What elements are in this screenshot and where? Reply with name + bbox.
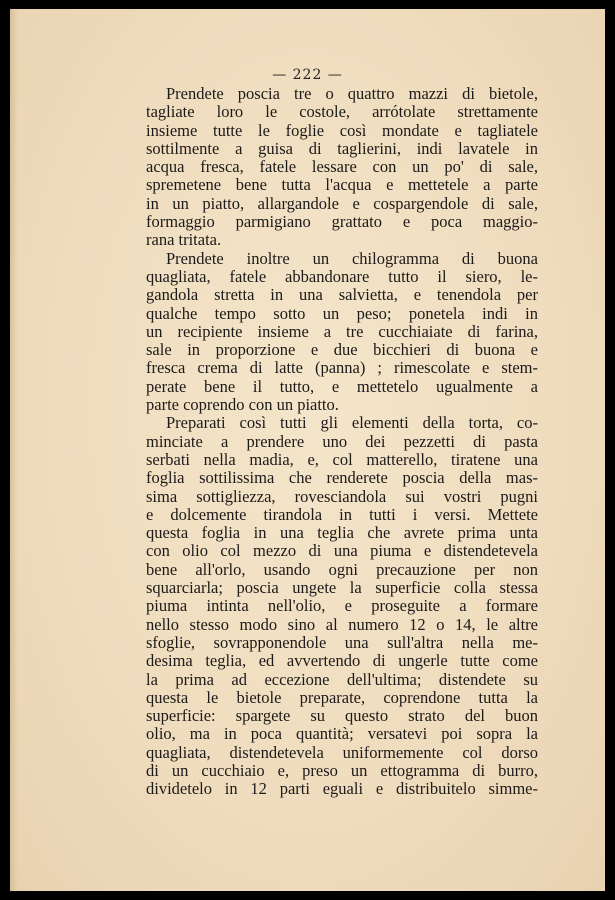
- text-line: sfoglie, sovrapponendole una sull'altra nella me-: [146, 632, 538, 652]
- text-line: Preparati così tutti gli elementi della torta, co-: [166, 413, 538, 433]
- text-line: serbati nella madia, e, col matterello, tiratene una: [146, 449, 538, 469]
- text-line: con olio col mezzo di una piuma e distendetevela: [146, 541, 538, 561]
- body-text: [146, 85, 538, 799]
- text-line: qualche tempo sotto un peso; ponetela indi in: [146, 303, 538, 323]
- text-line: tagliate loro le costole, arrótolate strettamente: [146, 102, 538, 122]
- text-line: bene all'orlo, usando ogni precauzione per non: [146, 559, 538, 579]
- page-edge-shading: [10, 9, 18, 891]
- text-line: rana tritata.: [146, 230, 222, 250]
- text-line: spremetene bene tutta l'acqua e mettetele a parte: [146, 175, 538, 195]
- text-line: nello stesso modo sino al numero 12 o 14, le altre: [146, 614, 538, 634]
- text-line: in un piatto, allargandole e cospargendole di sale,: [146, 193, 538, 213]
- text-line: sottilmente a guisa di taglierini, indi lavatele in: [146, 138, 538, 158]
- text-line: questa le bietole preparate, coprendone tutta la: [146, 687, 538, 707]
- paragraph-3: [146, 414, 538, 798]
- page-number: — 222 —: [272, 67, 343, 83]
- text-line: quagliata, fatele abbandonare tutto il siero, le-: [146, 266, 538, 286]
- text-line: un recipiente insieme a tre cucchiaiate di farina,: [146, 321, 538, 341]
- text-line: squarciarla; poscia ungete la superficie colla stessa: [146, 578, 538, 598]
- text-line: quagliata, distendetevela uniformemente col dorso: [146, 742, 538, 762]
- text-line: sale in proporzione e due bicchieri di buona e: [146, 340, 538, 360]
- text-line: desima teglia, ed avvertendo di ungerle tutte come: [146, 651, 538, 671]
- text-line: minciate a prendere uno dei pezzetti di pasta: [146, 431, 538, 451]
- text-line: acqua fresca, fatele lessare con un po' di sale,: [146, 157, 538, 177]
- text-line: superficie: spargete su questo strato del buon: [146, 706, 538, 726]
- paragraph-1: [146, 85, 538, 250]
- text-line: gandola stretta in una salvietta, e tenendola per: [146, 285, 538, 305]
- text-line: Prendete poscia tre o quattro mazzi di bietole,: [166, 84, 538, 103]
- paragraph-2: [146, 250, 538, 415]
- text-line: fresca crema di latte (panna) ; rimescolate e stem-: [146, 358, 538, 378]
- text-line: di un cucchiaio e, preso un ettogramma di burro,: [146, 760, 538, 780]
- text-line: questa foglia in una teglia che avrete prima unta: [146, 523, 538, 543]
- text-line: sima sottigliezza, rovesciandola sui vostri pugni: [146, 486, 538, 506]
- text-line: e dolcemente tirandola in tutti i versi. Mettete: [146, 504, 538, 524]
- text-line: dividetelo in 12 parti eguali e distribuitelo simme-: [146, 779, 538, 799]
- text-line: foglia sottilissima che renderete poscia della mas-: [146, 468, 538, 488]
- text-line: insieme tutte le foglie così mondate e tagliatele: [146, 120, 538, 140]
- text-line: la prima ad eccezione dell'ultima; distendete su: [146, 669, 538, 689]
- text-line: perate bene il tutto, e mettetelo ugualmente a: [146, 376, 538, 396]
- text-line: piuma intinta nell'olio, e proseguite a formare: [146, 596, 538, 616]
- text-line: Prendete inoltre un chilogramma di buona: [166, 248, 538, 268]
- text-line: parte coprendo con un piatto.: [146, 395, 339, 415]
- book-page: [10, 9, 605, 891]
- text-line: olio, ma in poca quantità; versatevi poi sopra la: [146, 724, 538, 744]
- text-line: formaggio parmigiano grattato e poca maggio-: [146, 212, 538, 232]
